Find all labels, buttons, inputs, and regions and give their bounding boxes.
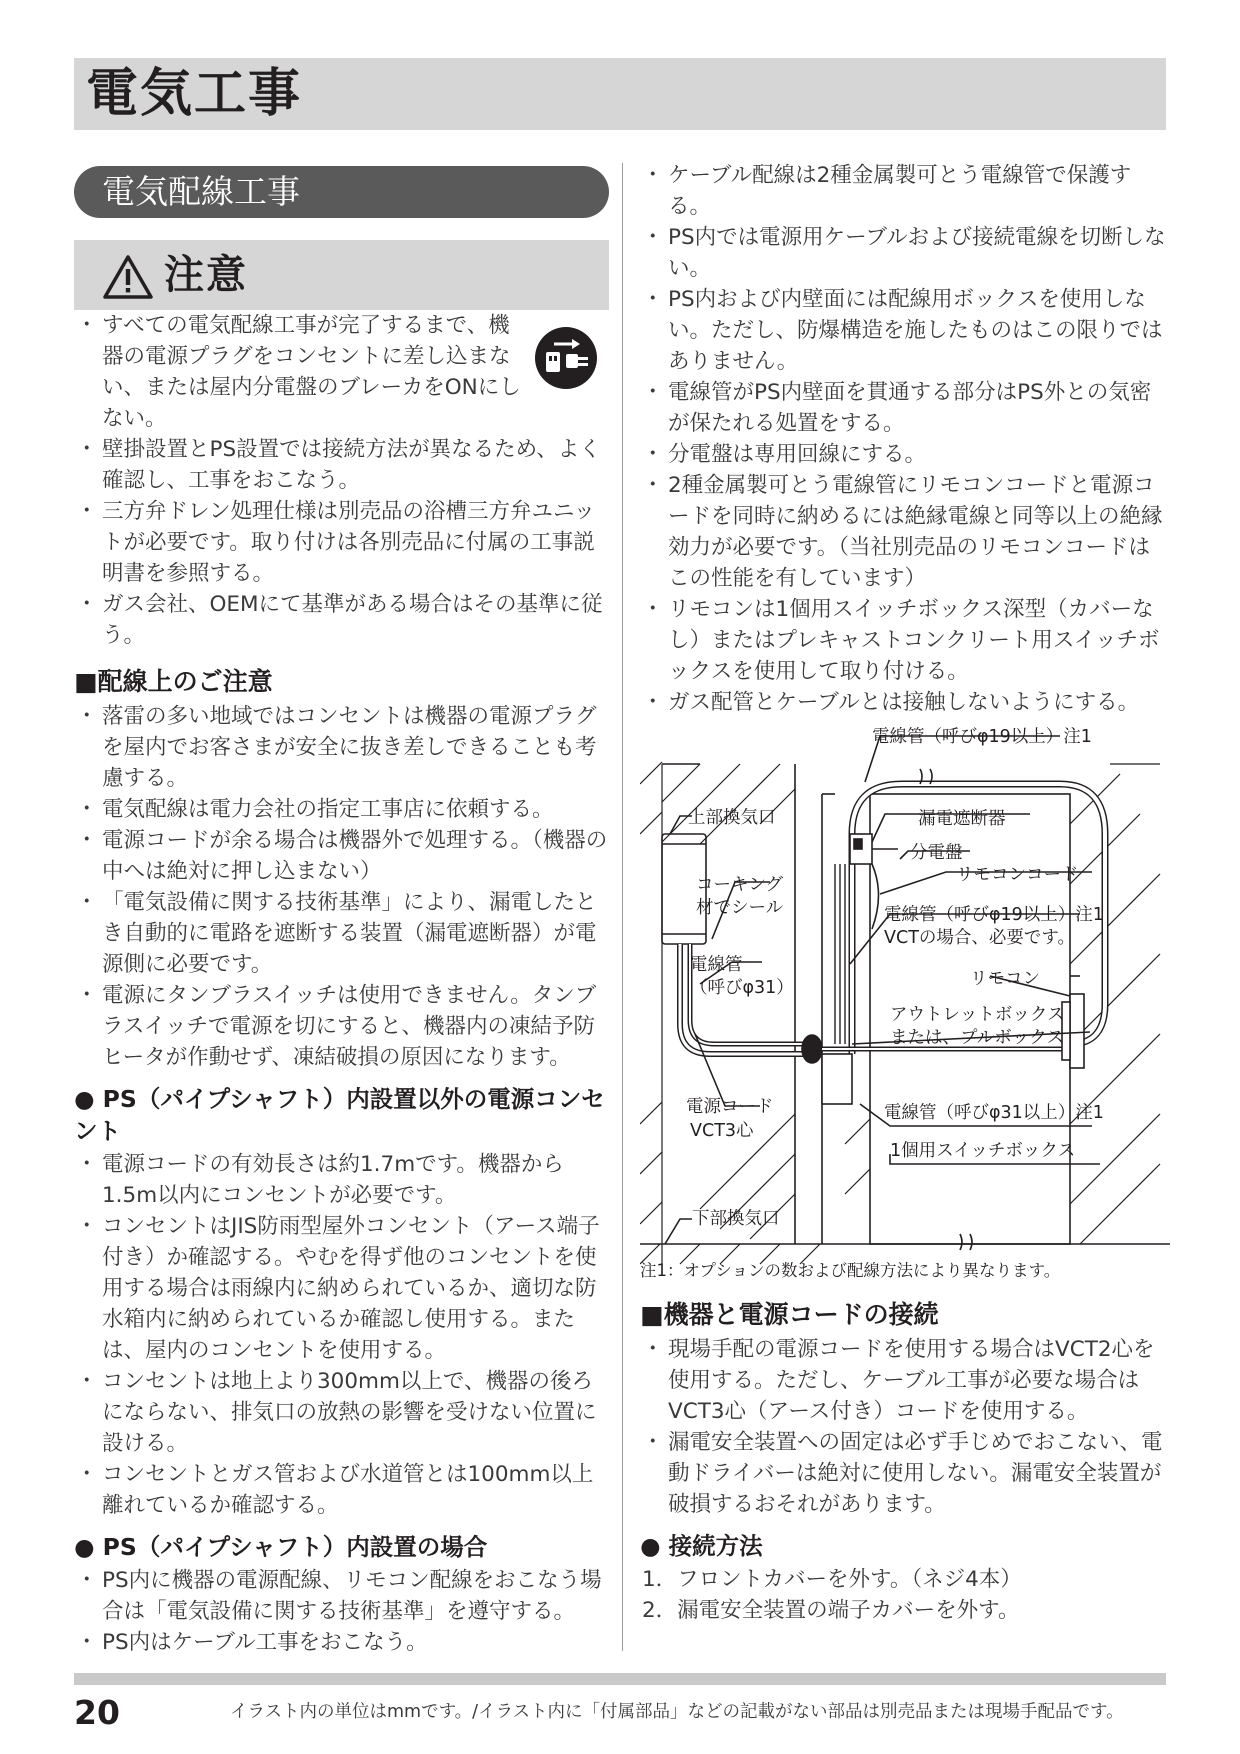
footer-note: イラスト内の単位はmmです。/イラスト内に「付属部品」などの記載がない部品は別売品または現場手配品です。 [230, 1702, 1124, 1722]
page-number: 20 [74, 1693, 120, 1732]
list-item: ・ 電気配線は電力会社の指定工事店に依頼する。 [74, 794, 609, 825]
list-item: ・ コンセントはJIS防雨型屋外コンセント（アース端子付き）か確認する。やむを得ず他のコンセントを使用する場合は雨線内に納められているか、適切な防水箱内に納められているか確認し使用する。または、屋内のコンセントを使用する。 [74, 1211, 609, 1366]
ps-heading: ● PS（パイプシャフト）内設置の場合 [74, 1533, 488, 1561]
wiring-heading: ■配線上のご注意 [74, 667, 273, 696]
page-title: 電気工事 [86, 64, 303, 124]
list-item: ・ PS内に機器の電源配線、リモコン配線をおこなう場合は「電気設備に関する技術基準」を遵守する。 [74, 1565, 609, 1627]
list-item: ・ 「電気設備に関する技術基準」により、漏電したとき自動的に電路を遮断する装置（漏電遮断器）が電源側に必要です。 [74, 887, 609, 980]
method-steps [640, 1564, 1168, 1626]
list-item: ・ 漏電安全装置への固定は必ず手じめでおこない、電動ドライバーは絶対に使用しない。漏電安全装置が破損するおそれがあります。 [640, 1427, 1168, 1520]
diagram-label-outlet-box-2: または、プルボックス [890, 1028, 1065, 1048]
list-item: ・ PS内では電源用ケーブルおよび接続電線を切断しない。 [640, 222, 1168, 284]
diagram-label-power-cord-2: VCT3心 [690, 1121, 754, 1141]
list-item: ・ ガス配管とケーブルとは接触しないようにする。 [640, 687, 1168, 718]
caution-banner [74, 240, 609, 310]
connect-list [640, 1334, 1168, 1520]
list-item: ・ 三方弁ドレン処理仕様は別売品の浴槽三方弁ユニットが必要です。取り付けは各別売品に付属の工事説明書を参照する。 [74, 496, 609, 589]
diagram-label-panel: 分電盤 [910, 843, 963, 863]
column-divider [622, 163, 623, 1651]
list-item: ・ 電源にタンブラスイッチは使用できません。タンブラスイッチで電源を切にすると、機器内の凍結予防ヒータが作動せず、凍結破損の原因になります。 [74, 980, 609, 1073]
step-item: 2．漏電安全装置の端子カバーを外す。 [642, 1598, 1020, 1623]
step-item: 1．フロントカバーを外す。（ネジ4本） [642, 1567, 1022, 1592]
ps-list [74, 1565, 609, 1658]
caution-title: 注意 [164, 252, 248, 298]
diagram-label-breaker: 漏電遮断器 [918, 809, 1006, 829]
outlet-list [74, 1149, 609, 1521]
diagram-label-conduit-mid-2: VCTの場合、必要です。 [884, 928, 1075, 948]
footer-band [74, 1673, 1166, 1685]
caution-list [74, 310, 609, 651]
list-item: ・ 落雷の多い地域ではコンセントは機器の電源プラグを屋内でお客さまが安全に抜き差しできることも考慮する。 [74, 701, 609, 794]
list-item: ・ 電源コードの有効長さは約1.7mです。機器から1.5m以内にコンセントが必要です。 [74, 1149, 609, 1211]
list-item: ・ すべての電気配線工事が完了するまで、機器の電源プラグをコンセントに差し込まない、または屋内分電盤のブレーカをONにしない。 [74, 310, 609, 434]
list-item: ・ リモコンは1個用スイッチボックス深型（カバーなし）またはプレキャストコンクリート用スイッチボックスを使用して取り付ける。 [640, 594, 1168, 687]
diagram-label-conduit-bottom: 電線管（呼びφ31以上）注1 [884, 1103, 1104, 1123]
list-item: ・ 現場手配の電源コードを使用する場合はVCT2心を使用する。ただし、ケーブル工事が必要な場合はVCT3心（アース付き）コードを使用する。 [640, 1334, 1168, 1427]
diagram-label-remote-cord: リモコンコード [956, 865, 1079, 885]
diagram-label-conduit-left-2: （呼びφ31） [690, 978, 794, 998]
diagram-note: 注1：オプションの数および配線方法により異なります。 [640, 1261, 1061, 1280]
list-item: ・ ケーブル配線は2種金属製可とう電線管で保護する。 [640, 160, 1168, 222]
diagram-label-remote: リモコン [970, 969, 1040, 989]
diagram-label-power-cord-1: 電源コード [686, 1097, 774, 1117]
wiring-diagram [640, 724, 1170, 1284]
list-item: ・ 分電盤は専用回線にする。 [640, 439, 1168, 470]
diagram-label-upper-vent: 上部換気口 [688, 808, 776, 828]
list-item: ・ コンセントは地上より300mm以上で、機器の後ろにならない、排気口の放熱の影響を受けない位置に設ける。 [74, 1366, 609, 1459]
list-item: ・ 電源コードが余る場合は機器外で処理する。（機器の中へは絶対に押し込まない） [74, 825, 609, 887]
diagram-label-conduit-left-1: 電線管 [690, 955, 743, 975]
ps-requirements-list [640, 160, 1168, 718]
list-item: ・ 壁掛設置とPS設置では接続方法が異なるため、よく確認し、工事をおこなう。 [74, 434, 609, 496]
list-item: ・ コンセントとガス管および水道管とは100mm以上離れているか確認する。 [74, 1459, 609, 1521]
diagram-label-lower-vent: 下部換気口 [692, 1209, 780, 1229]
connect-heading: ■機器と電源コードの接続 [640, 1300, 939, 1329]
list-item: ・ PS内および内壁面には配線用ボックスを使用しない。ただし、防爆構造を施したものはこの限りではありません。 [640, 284, 1168, 377]
diagram-label-switch-box: 1個用スイッチボックス [890, 1141, 1076, 1161]
diagram-label-caulking-1: コーキング [696, 875, 783, 895]
diagram-label-caulking-2: 材でシール [696, 898, 784, 918]
section-title: 電気配線工事 [74, 166, 609, 218]
left-column [74, 160, 609, 1658]
wiring-list [74, 701, 609, 1073]
method-heading: ● 接続方法 [640, 1532, 763, 1560]
right-column [640, 160, 1168, 1626]
list-item: ・ PS内はケーブル工事をおこなう。 [74, 1627, 609, 1658]
warning-triangle-icon [102, 254, 154, 300]
title-band [74, 58, 1166, 130]
diagram-label-outlet-box-1: アウトレットボックス [890, 1005, 1065, 1025]
list-item: ・ ガス会社、OEMにて基準がある場合はその基準に従う。 [74, 589, 609, 651]
outlet-heading: ● PS（パイプシャフト）内設置以外の電源コンセント [74, 1085, 605, 1145]
list-item: ・ 電線管がPS内壁面を貫通する部分はPS外との気密が保たれる処置をする。 [640, 377, 1168, 439]
diagram-label-conduit-top: 電線管（呼びφ19以上）注1 [872, 727, 1092, 747]
list-item: ・ 2種金属製可とう電線管にリモコンコードと電源コードを同時に納めるには絶縁電線と同等以上の絶縁効力が必要です。（当社別売品のリモコンコードはこの性能を有しています） [640, 470, 1168, 594]
diagram-label-conduit-mid-1: 電線管（呼びφ19以上）注1 [884, 905, 1104, 925]
